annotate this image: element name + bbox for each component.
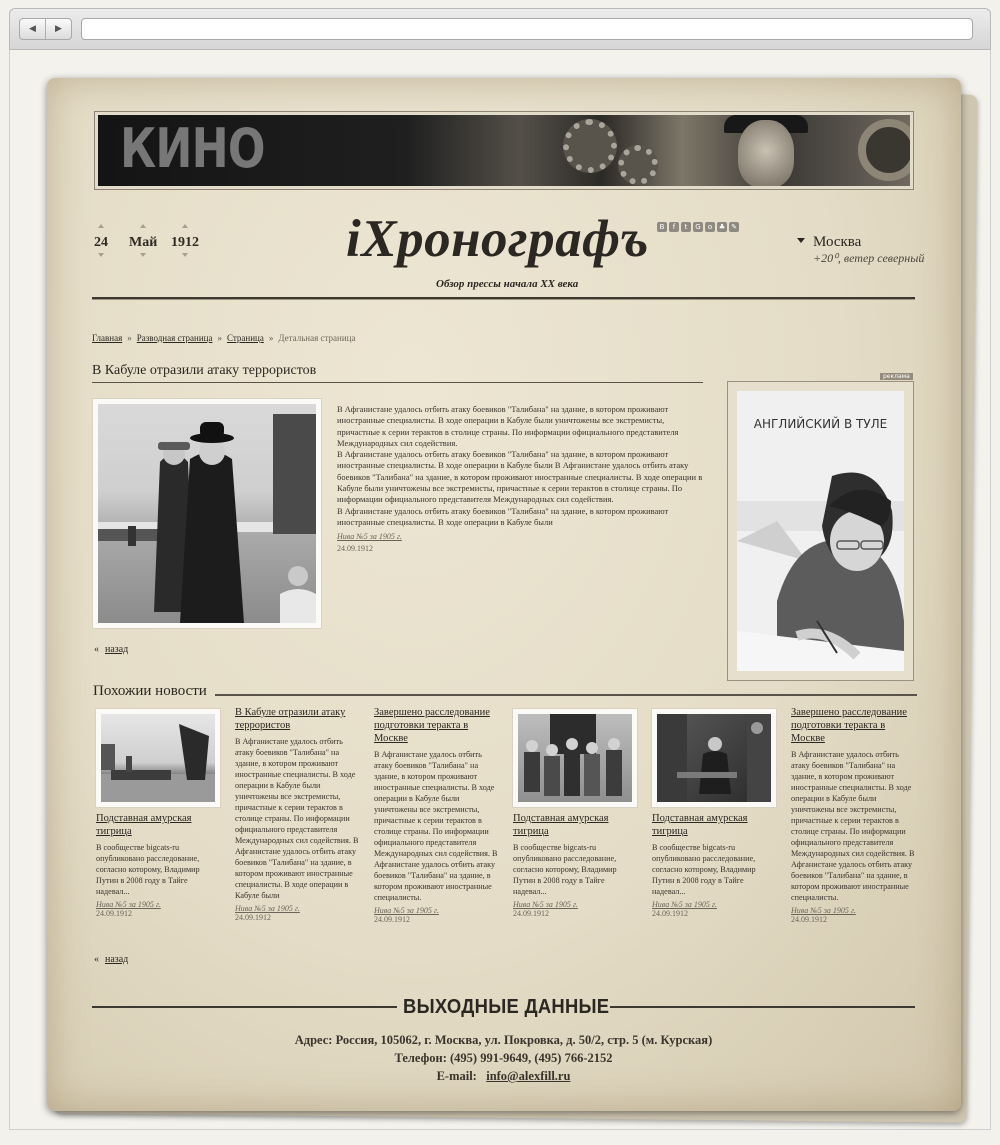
moi-mir-icon[interactable]: ♣ [718,223,726,231]
arrow-down-icon[interactable] [182,253,188,257]
related-news-divider [215,694,917,696]
related-thumb[interactable] [652,709,776,807]
footer-phone: Телефон: (495) 991-9649, (495) 766-2152 [394,1051,613,1065]
related-card-source[interactable]: Нива №5 за 1905 г. [791,906,856,915]
back-link-label[interactable]: назад [105,644,129,655]
month-value: Май [129,235,158,250]
header-banner[interactable] [94,111,914,190]
odnoklassniki-icon[interactable]: о [705,222,715,232]
bridge-image [101,714,215,802]
weather-info: +20⁰, ветер северный [813,251,925,265]
group-portrait-image [518,714,632,802]
date-day[interactable] [94,235,108,251]
breadcrumb-home[interactable]: Главная [92,333,123,343]
site-tagline: Обзор прессы начала XX века [436,278,579,290]
article-photo [93,399,321,628]
related-news-title: Похожии новости [93,683,207,699]
breadcrumb [92,333,355,343]
city-name: Москва [813,234,862,250]
related-card-date: 24.09.1912 [652,909,688,918]
social-icons [657,222,739,232]
day-value: 24 [94,235,108,250]
article-title-divider [92,382,703,383]
related-card-date: 24.09.1912 [791,915,827,924]
related-card [96,709,222,918]
breadcrumb-separator: » [127,333,132,343]
related-card-text: В сообществе bigcats-ru опубликовано расследование, согласно которому, Владимир Путин в 2008 году в Тайге надевал... [513,843,617,896]
breadcrumb-separator: » [268,333,274,343]
back-link-top[interactable] [94,644,128,655]
footer-email [92,1069,915,1084]
footer-divider-left [92,1006,397,1008]
related-card-date: 24.09.1912 [235,913,271,922]
year-value: 1912 [171,235,199,250]
arrow-down-icon[interactable] [140,253,146,257]
related-card-title[interactable]: В Кабуле отразили атаку террористов [235,707,346,731]
interior-scene-image [657,714,771,802]
banner-image [98,115,910,186]
breadcrumb-current: Детальная страница [278,333,356,343]
related-card [652,709,778,918]
vk-icon[interactable]: В [657,222,667,232]
arrow-up-icon[interactable] [98,224,104,228]
arrow-up-icon[interactable] [182,224,188,228]
date-month[interactable] [129,235,157,251]
related-card [235,706,361,922]
related-card-title[interactable]: Подставная амурская тигрица [96,813,192,837]
article-body [337,404,704,554]
related-card-source[interactable]: Нива №5 за 1905 г. [652,900,717,909]
related-card [791,706,917,924]
city-selector[interactable] [797,234,861,251]
related-card [374,706,500,924]
footer-address: Адрес: Россия, 105062, г. Москва, ул. Покровка, д. 50/2, стр. 5 (м. Курская) [294,1033,713,1047]
arrow-up-icon[interactable] [140,224,146,228]
related-card-text: В сообществе bigcats-ru опубликовано расследование, согласно которому, Владимир Путин в 2008 году в Тайге надевал... [652,843,756,896]
browser-toolbar [9,8,991,50]
related-card-date: 24.09.1912 [96,909,132,918]
back-link-bottom[interactable] [94,954,128,965]
related-card-source[interactable]: Нива №5 за 1905 г. [513,900,578,909]
google-icon[interactable]: G [693,222,703,232]
facebook-icon[interactable]: f [669,222,679,232]
gear-icon [563,119,617,173]
address-bar[interactable] [81,18,973,40]
related-card-date: 24.09.1912 [513,909,549,918]
caret-down-icon [797,238,805,243]
related-card-title[interactable]: Завершено расследование подготовки теракта в Москве [374,707,490,744]
related-card-text: В Афганистане удалось отбить атаку боевиков "Талибана" на здание, в котором проживают иностранные специалисты. В ходе операции в Кабуле были уничтожены все экстремисты, причастные к серии терактов в столице страны. По информации официального представителя Международных сил содействия. В Афганистане удалось отбить атаку боевиков "Талибана" на здание, в котором проживают иностранные специалисты. [374,750,498,902]
breadcrumb-page[interactable]: Страница [226,333,264,343]
back-quote-icon: « [94,644,99,655]
forward-icon[interactable]: ▶ [55,24,62,34]
nav-buttons [19,18,72,40]
ad-label: реклама [880,373,913,380]
footer-email-link[interactable]: info@alexfill.ru [486,1069,571,1083]
related-card-title[interactable]: Завершено расследование подготовки теракта в Москве [791,707,907,744]
breadcrumb-landing[interactable]: Разводная страница [136,333,213,343]
ad-text: АНГЛИЙСКИЙ В ТУЛЕ [753,417,888,431]
related-card-text: В Афганистане удалось отбить атаку боевиков "Талибана" на здание, в котором проживают иностранные специалисты. В ходе операции в Кабуле были уничтожены все экстремисты, причастные к серии терактов в столице страны. По информации официального представителя Международных сил содействия. В Афганистане удалось отбить атаку боевиков "Талибана" на здание, в котором проживают иностранные специалисты. [791,750,915,902]
back-icon[interactable]: ◀ [20,19,46,39]
livejournal-icon[interactable]: ✎ [729,222,739,232]
related-card-text: В сообществе bigcats-ru опубликовано расследование, согласно которому, Владимир Путин в 2008 году в Тайге надевал... [96,843,200,896]
arrow-down-icon[interactable] [98,253,104,257]
article-paragraph: В Афганистане удалось отбить атаку боевиков "Талибана" на здание, в котором проживают иностранные специалисты. В ходе операции в Кабуле были уничтожены все экстремисты, причастные к серии терактов в столице страны. По информации официального представителя Международных сил содействия. [337,404,679,448]
ad-banner[interactable] [727,381,914,681]
related-card-source[interactable]: Нива №5 за 1905 г. [235,904,300,913]
men-at-harbor-image [98,404,316,623]
related-card-source[interactable]: Нива №5 за 1905 г. [374,906,439,915]
related-card-title[interactable]: Подставная амурская тигрица [652,813,748,837]
twitter-icon[interactable]: t [681,222,691,232]
article-title: В Кабуле отразили атаку террористов [92,363,317,378]
related-card-source[interactable]: Нива №5 за 1905 г. [96,900,161,909]
film-reel-icon [858,119,910,181]
gear-icon [618,145,658,185]
article-paragraph: В Афганистане удалось отбить атаку боевиков "Талибана" на здание, в котором проживают иностранные специалисты. В ходе операции в Кабуле были В Афганистане удалось отбить атаку боевиков "Талибана" на здание, в котором проживают иностранные специалисты. В ходе операции в Кабуле были уничтожены все экстремисты, причастные к серии терактов в столице страны. По информации официального представителя Международных сил содействия. [337,449,703,505]
article-paragraph: В Афганистане удалось отбить атаку боевиков "Талибана" на здание, в котором проживают иностранные специалисты. В ходе операции в Кабуле были [337,505,669,527]
banner-title: КИНО [120,117,265,180]
related-card-date: 24.09.1912 [374,915,410,924]
footer-title: ВЫХОДНЫЕ ДАННЫЕ [403,996,610,1018]
breadcrumb-separator: » [217,333,222,343]
site-logo[interactable]: iХронографъ [346,210,649,268]
student-illustration-image [737,391,904,671]
related-card [513,709,639,918]
related-thumb[interactable] [96,709,220,807]
back-link-label[interactable]: назад [105,954,129,965]
date-year[interactable] [171,235,199,251]
article-date: 24.09.1912 [337,543,373,553]
back-quote-icon: « [94,954,99,965]
footer-divider-right [610,1006,915,1008]
header-divider [92,297,915,300]
related-card-text: В Афганистане удалось отбить атаку боевиков "Талибана" на здание, в котором проживают иностранные специалисты. В ходе операции в Кабуле были уничтожены все экстремисты, причастные к серии терактов в столице страны. По информации официального представителя Международных сил содействия. В Афганистане удалось отбить атаку боевиков "Талибана" на здание, в котором проживают иностранные специалисты. В ходе операции в Кабуле были [235,737,359,900]
face-figure [738,120,794,186]
footer-email-label: E-mail: [436,1069,477,1083]
related-card-title[interactable]: Подставная амурская тигрица [513,813,609,837]
related-thumb[interactable] [513,709,637,807]
article-source[interactable]: Нива №5 за 1905 г. [337,532,402,542]
